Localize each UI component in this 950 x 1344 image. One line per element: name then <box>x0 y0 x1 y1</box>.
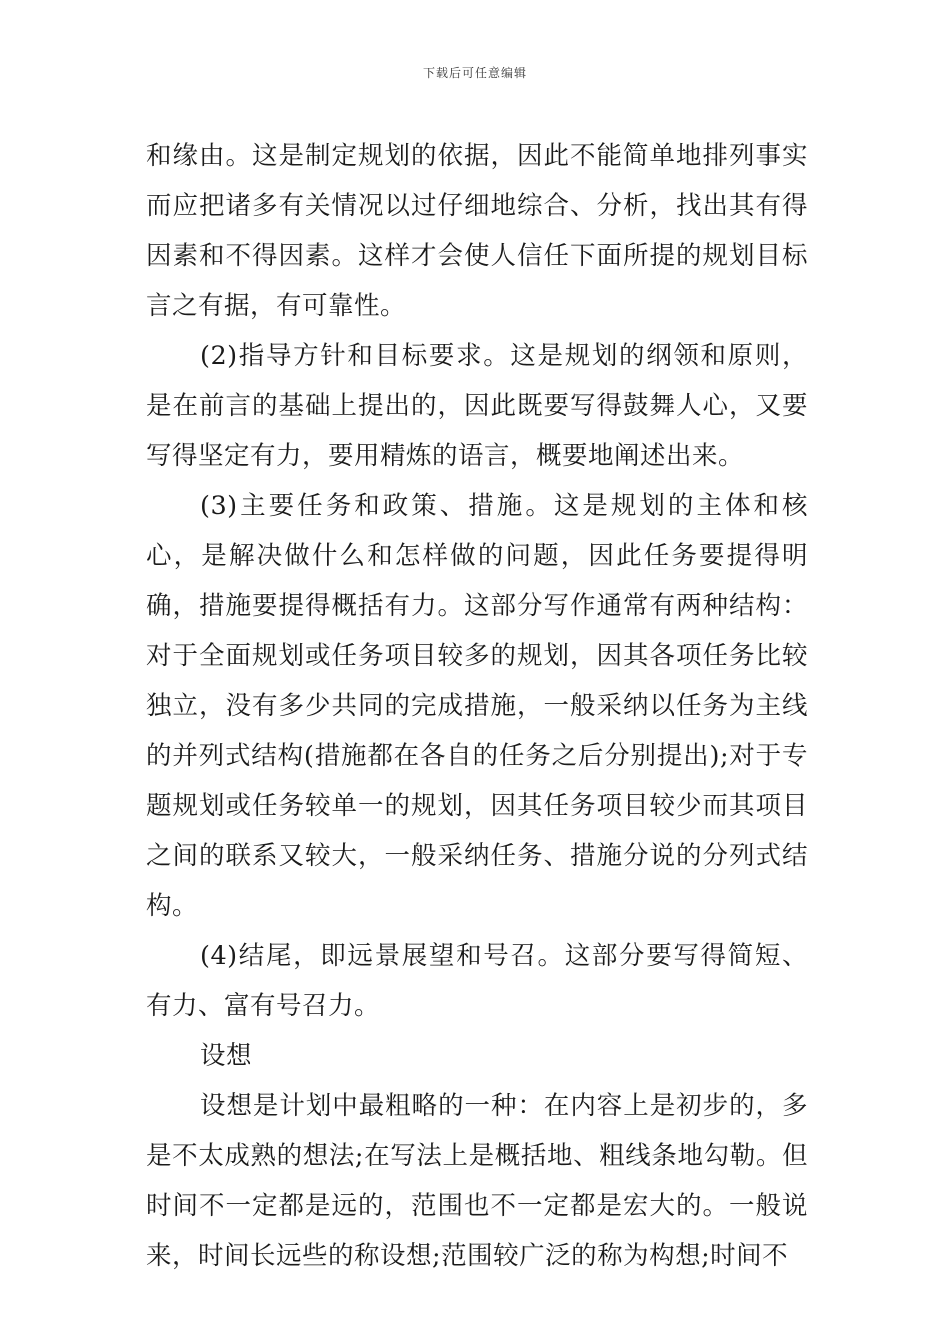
paragraph-2: (2)指导方针和目标要求。这是规划的纲领和原则，是在前言的基础上提出的，因此既要写得鼓舞人心，又要写得坚定有力，要用精炼的语言，概要地阐述出来。 <box>146 341 808 471</box>
paragraph-1: 和缘由。这是制定规划的依据，因此不能简单地排列事实而应把诸多有关情况以过仔细地综合、分析，找出其有得因素和不得因素。这样才会使人信任下面所提的规划目标言之有据，有可靠性。 <box>146 141 808 321</box>
section-heading-shexiang: 设想 <box>200 1041 253 1071</box>
document-body <box>146 131 808 1281</box>
paragraph-3: (3)主要任务和政策、措施。这是规划的主体和核心，是解决做什么和怎样做的问题，因此任务要提得明确，措施要提得概括有力。这部分写作通常有两种结构：对于全面规划或任务项目较多的规划，因其各项任务比较独立，没有多少共同的完成措施，一般采纳以任务为主线的并列式结构(措施都在各自的任务之后分别提出);对于专题规划或任务较单一的规划，因其任务项目较少而其项目之间的联系又较大，一般采纳任务、措施分说的分列式结构。 <box>146 491 808 921</box>
page-header: 下载后可任意编辑 <box>422 66 527 80</box>
paragraph-4: (4)结尾，即远景展望和号召。这部分要写得简短、有力、富有号召力。 <box>146 941 808 1021</box>
paragraph-5: 设想是计划中最粗略的一种：在内容上是初步的，多是不太成熟的想法;在写法上是概括地、粗线条地勾勒。但时间不一定都是远的，范围也不一定都是宏大的。一般说来，时间长远些的称设想;范围较广泛的称为构想;时间不 <box>146 1091 808 1271</box>
